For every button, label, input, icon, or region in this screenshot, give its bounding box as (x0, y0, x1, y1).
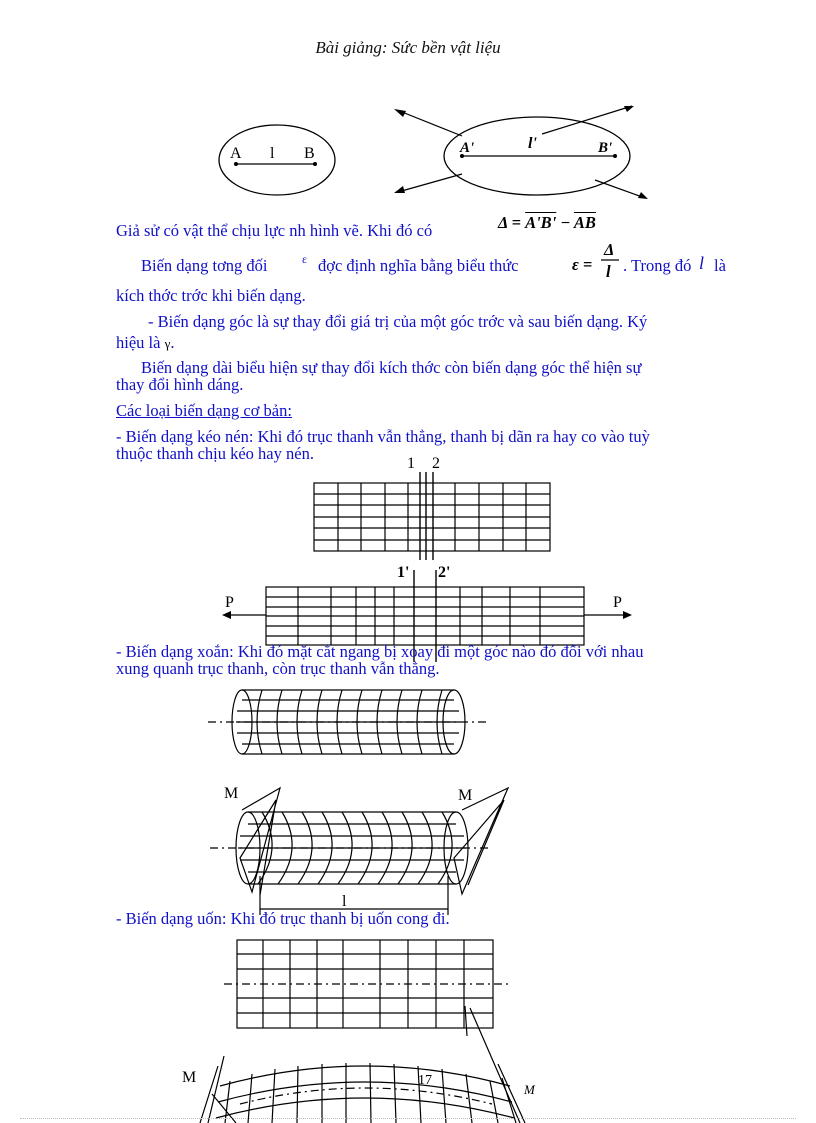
point-b: B (304, 145, 315, 162)
gamma-symbol: γ (164, 336, 171, 351)
para-5-line-1: - Biến dạng kéo nén: Khi đó trục thanh vẫn thẳng, thanh bị dãn ra hay co vào tuỳ (116, 427, 650, 446)
para-2-line-1c: . Trong đó (623, 256, 692, 275)
length-l-prime: l' (528, 135, 537, 152)
moment-m-right: M (458, 787, 473, 804)
section-heading: Các loại biến dạng cơ bản: (116, 401, 292, 420)
point-b-prime: B' (598, 140, 613, 156)
page-bottom-rule (20, 1118, 796, 1119)
formula-term2: $\overline{AB}$ (573, 213, 596, 232)
figure-elongation (200, 100, 640, 210)
formula-eps-symbol: ε (572, 255, 579, 274)
length-symbol: l (699, 253, 705, 273)
para-3-line-1: - Biến dạng góc là sự thay đổi giá trị của một góc trớc và sau biến dạng. Ký (148, 312, 648, 331)
section-label-2: 2 (432, 455, 440, 472)
para-2-line-1d: là (714, 256, 726, 275)
fraction-numerator: Δ (604, 240, 615, 259)
formula-minus: − (560, 213, 571, 232)
section-label-2-prime: 2' (438, 564, 451, 581)
figure-bending (180, 936, 540, 1123)
moment-m-right: M (524, 1082, 535, 1097)
formula-term1: A'B' (525, 213, 557, 232)
figure-tension (220, 452, 640, 672)
para-1: Giả sử có vật thể chịu lực nh hình vẽ. Khi đó có (116, 221, 433, 240)
formula-eps (572, 256, 592, 273)
para-4-line-2: thay đổi hình dáng. (116, 375, 244, 394)
para-3-line-2-text: hiệu là (116, 333, 161, 352)
para-5-line-2: thuộc thanh chịu kéo hay nén. (116, 444, 314, 463)
para-6-line-1: - Biến dạng xoắn: Khi đó mặt cắt ngang bị xoay đi một góc nào đó đối với nhau (116, 642, 644, 661)
force-p-left: P (225, 594, 234, 611)
epsilon-symbol: ε (302, 252, 308, 266)
section-label-1-prime: 1' (397, 564, 410, 581)
figure-torsion (200, 680, 530, 920)
formula-eps-eq: = (582, 255, 593, 274)
formula-eq: = (511, 213, 521, 232)
length-l: l (270, 145, 275, 162)
para-4-line-1: Biến dạng dài biểu hiện sự thay đổi kích thớc còn biến dạng góc thể hiện sự (141, 358, 642, 377)
fraction-bar (601, 259, 619, 261)
para-7: - Biến dạng uốn: Khi đó trục thanh bị uốn cong đi. (116, 909, 450, 928)
fraction-denominator: l (606, 262, 611, 281)
formula-delta-symbol: Δ (498, 213, 508, 232)
para-2-line-1a: Biến dạng tơng đối (141, 256, 268, 275)
para-6-line-2: xung quanh trục thanh, còn trục thanh vẫn thẳng. (116, 659, 440, 678)
para-2-line-2: kích thớc trớc khi biến dạng. (116, 286, 306, 305)
moment-m-left: M (182, 1069, 197, 1086)
formula-delta (498, 214, 596, 231)
point-a-prime: A' (460, 140, 475, 156)
page-header: Bài giảng: Sức bền vật liệu (315, 38, 501, 57)
section-label-1: 1 (407, 455, 415, 472)
para-3-end: . (170, 333, 175, 352)
para-3-line-2 (116, 334, 174, 352)
moment-m-left: M (224, 785, 239, 802)
length-label: l (342, 893, 347, 910)
force-p-right: P (613, 594, 622, 611)
point-a: A (230, 145, 242, 162)
page-number: 17 (418, 1073, 432, 1088)
para-2-line-1b: đợc định nghĩa bằng biểu thức (318, 256, 519, 275)
